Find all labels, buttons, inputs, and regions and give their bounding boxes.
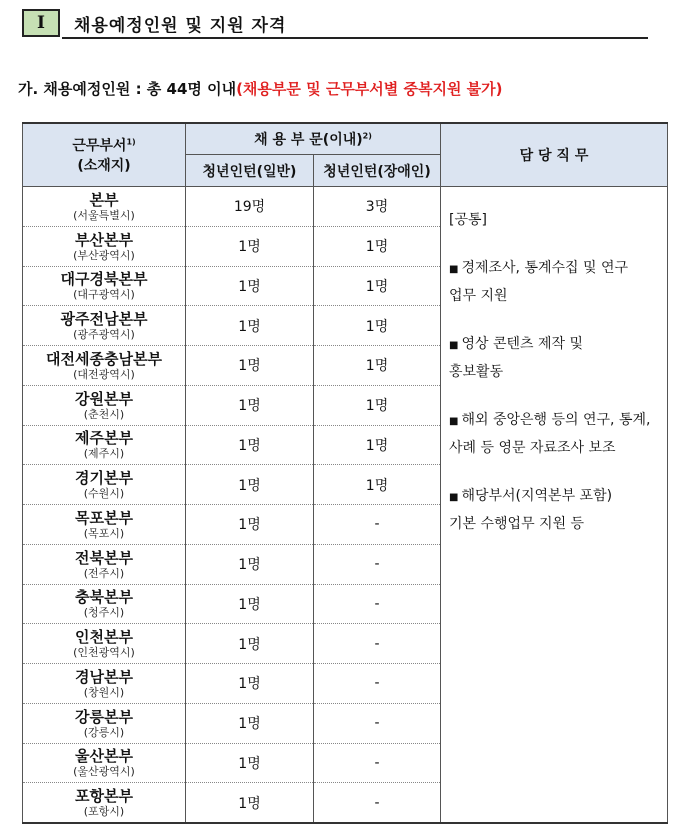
dept-name: 부산본부 [75,230,133,249]
recruitment-table [22,122,668,824]
dept-location: (전주시) [83,566,125,580]
dept-name: 전북본부 [75,548,133,567]
dept-name: 충북본부 [75,588,133,607]
square-bullet-icon: ■ [449,492,459,503]
disabled-count: 1명 [314,306,441,346]
dept-name: 울산본부 [75,747,133,766]
dept-cell [23,385,186,425]
dept-location: (대전광역시) [73,367,135,381]
general-count: 1명 [186,505,314,545]
general-count: 19명 [186,187,314,227]
header-dept-label: 근무부서 [72,138,127,154]
dept-name: 본부 [89,190,119,209]
dept-location: (광주광역시) [73,328,135,342]
general-count: 1명 [186,664,314,704]
dept-location: (창원시) [83,685,125,699]
duty-item [449,255,661,309]
header-duties [441,123,668,187]
dept-cell [23,743,186,783]
general-count: 1명 [186,346,314,386]
duty-line1: 해외 중앙은행 등의 연구, 통계, [461,412,651,428]
dept-cell [23,584,186,624]
general-count: 1명 [186,385,314,425]
general-count: 1명 [186,465,314,505]
dept-location: (포항시) [83,805,125,819]
general-count: 1명 [186,743,314,783]
dept-name: 포항본부 [75,787,133,806]
disabled-count: - [314,703,441,743]
dept-cell [23,465,186,505]
subheading-highlight: (채용부문 및 근무부서별 중복지원 불가) [236,80,503,98]
subheading-prefix: 가. 채용예정인원 : 총 44명 이내 [18,80,237,98]
duty-item [449,483,661,537]
dept-cell [23,425,186,465]
dept-cell [23,187,186,227]
header-dept [23,123,186,187]
dept-location: (수원시) [83,487,125,501]
duty-line2: 업무 지원 [449,288,508,304]
disabled-count: - [314,664,441,704]
general-count: 1명 [186,425,314,465]
general-count: 1명 [186,306,314,346]
dept-location: (강릉시) [83,725,125,739]
header-category-label: 채 용 부 문(이내) [254,132,363,148]
general-count: 1명 [186,624,314,664]
dept-cell [23,783,186,823]
dept-cell [23,664,186,704]
general-count: 1명 [186,544,314,584]
general-count: 1명 [186,266,314,306]
disabled-count: 1명 [314,226,441,266]
duty-line2: 홍보활동 [449,364,504,380]
header-category [186,123,441,155]
dept-name: 경남본부 [75,667,133,686]
table-row [23,187,668,227]
dept-cell [23,703,186,743]
subheading [18,78,503,99]
dept-name: 강릉본부 [75,707,133,726]
header-duties-label: 담 당 직 무 [519,148,589,164]
disabled-count: - [314,505,441,545]
section-underline [62,37,648,39]
duties-cell [441,187,668,824]
section-title: 채용예정인원 및 지원 자격 [74,16,287,36]
disabled-count: - [314,544,441,584]
dept-location: (울산광역시) [73,765,135,779]
header-dept-footnote: 1) [126,137,136,147]
duty-line1: 영상 콘텐츠 제작 및 [461,336,583,352]
dept-location: (인천광역시) [73,646,135,660]
duty-line1: 해당부서(지역본부 포함) [461,488,613,504]
dept-location: (청주시) [83,606,125,620]
dept-location: (서울특별시) [73,208,135,222]
header-general: 청년인턴(일반) [186,155,314,187]
disabled-count: - [314,584,441,624]
general-count: 1명 [186,783,314,823]
general-count: 1명 [186,226,314,266]
dept-location: (춘천시) [83,407,125,421]
duty-line2: 사례 등 영문 자료조사 보조 [449,440,616,456]
disabled-count: 1명 [314,266,441,306]
disabled-count: 1명 [314,465,441,505]
dept-name: 강원본부 [75,389,133,408]
disabled-count: - [314,624,441,664]
duty-line2: 기본 수행업무 지원 등 [449,516,585,532]
dept-cell [23,266,186,306]
dept-cell [23,544,186,584]
duty-item [449,331,661,385]
disabled-count: 1명 [314,425,441,465]
section-number-badge: I [22,9,60,37]
square-bullet-icon: ■ [449,264,459,275]
dept-name: 경기본부 [75,469,133,488]
disabled-count: 3명 [314,187,441,227]
duties-common-label: [공통] [449,212,487,228]
dept-cell [23,505,186,545]
dept-location: (부산광역시) [73,248,135,262]
dept-name: 대전세종충남본부 [46,349,162,368]
duty-item [449,407,661,461]
disabled-count: 1명 [314,346,441,386]
dept-name: 인천본부 [75,628,133,647]
dept-cell [23,226,186,266]
disabled-count: 1명 [314,385,441,425]
dept-cell [23,624,186,664]
duty-line1: 경제조사, 통계수집 및 연구 [461,260,629,276]
disabled-count: - [314,783,441,823]
general-count: 1명 [186,703,314,743]
dept-name: 제주본부 [75,429,133,448]
dept-location: (목포시) [83,526,125,540]
disabled-count: - [314,743,441,783]
dept-cell [23,306,186,346]
dept-cell [23,346,186,386]
header-dept-sub: (소재지) [77,158,131,174]
square-bullet-icon: ■ [449,340,459,351]
section-header [22,8,648,40]
dept-name: 대구경북본부 [60,270,148,289]
dept-location: (제주시) [83,447,125,461]
dept-name: 광주전남본부 [60,310,148,329]
general-count: 1명 [186,584,314,624]
square-bullet-icon: ■ [449,416,459,427]
dept-name: 목포본부 [75,508,133,527]
dept-location: (대구광역시) [73,288,135,302]
header-category-footnote: 2) [362,131,372,141]
header-disabled: 청년인턴(장애인) [314,155,441,187]
